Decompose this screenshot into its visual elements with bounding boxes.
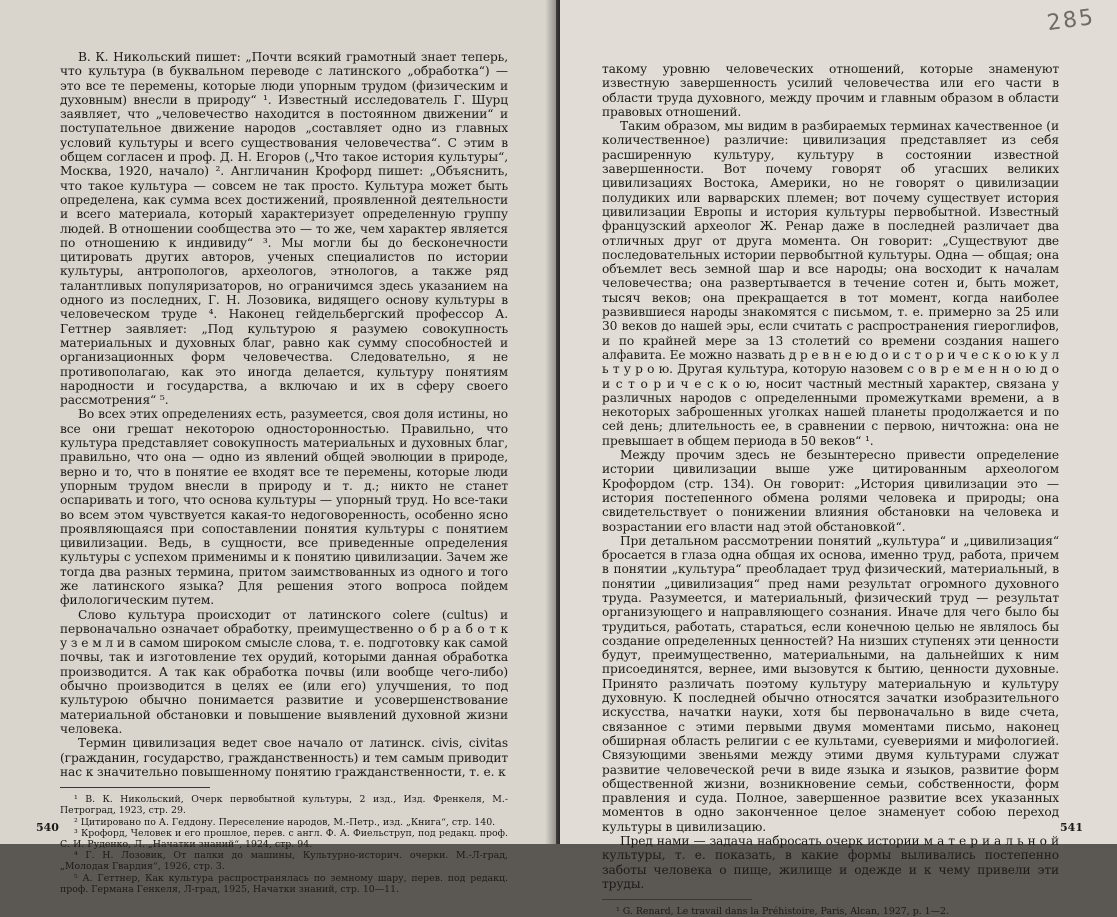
paragraph: Термин цивилизация ведет свое начало от латинск. civis, civitas (гражданин, государство, гражданственность) и тем самым приводит нас к значительно повышенному понятию гражданственности, т. е. к [60, 736, 508, 779]
paragraph: В. К. Никольский пишет: „Почти всякий грамотный знает теперь, что культура (в буквальном переводе с латинского „обработка“) — это все те перемены, которые люди упорным трудом (физическим и духовным) внесли в природу“ ¹. Известный исследователь Г. Шурц заявляет, что „человечество находится в постоянном движении“ и поступательное движение народов „составляет одно из главных условий культуры и всего существования человечества“. С этим в общем согласен и проф. Д. Н. Егоров („Что такое история культуры“, Москва, 1920, начало) ². Англичанин Крофорд пишет: „Объяснить, что такое культура — совсем не так просто. Культура может быть определена, как сумма всех достижений, проявленной деятельности и всего материала, который характеризует определенную группу людей. В отношении сообщества это — то же, чем характер является по отношению к индивиду“ ³. Мы могли бы до бесконечности цитировать других авторов, ученых специалистов по истории культуры, антропологов, археологов, этнологов, а также ряд талантливых популяризаторов, но ограничимся здесь указанием на одного из последних, Г. Н. Лозовика, видящего основу культуры в человеческом труде ⁴. Наконец гейдельбергский профессор А. Геттнер заявляет: „Под культурою я разумею совокупность материальных и духовных благ, равно как сумму способностей и организационных форм человечества. Следовательно, я не противополагаю, как это иногда делается, культуру понятиям народности и государства, а включаю и их в сферу своего рассмотрения“ ⁵. [60, 50, 508, 408]
left-footnotes [60, 794, 508, 895]
footnote: ³ Крофорд, Человек и его прошлое, перев. с англ. Ф. А. Фиельструп, под редакц. проф. С. И. Руденко, Л. „Начатки знаний“, 1924, стр. 94. [60, 827, 508, 850]
footnote: ¹ В. К. Никольский, Очерк первобытной культуры, 2 изд., Изд. Френкеля, М.-Петроград, 1923, стр. 29. [60, 794, 508, 817]
left-page [0, 0, 556, 895]
paragraph: Слово культура происходит от латинского colere (cultus) и первоначально означает обработку, преимущественно о б р а б о т к у з е м л и в самом широком смысле слова, т. е. подготовку как самой почвы, так и изготовление тех орудий, которыми данная обработка производится. А так как обработка почвы (или вообще чего-либо) обычно производится в целях ее (или его) улучшения, то под культурою обычно понимается развитие и усовершенствование материальной обстановки и повышение выявлений духовной жизни человека. [60, 607, 508, 736]
paragraph: Во всех этих определениях есть, разумеется, своя доля истины, но все они грешат некоторою односторонностью. Правильно, что культура представляет совокупность материальных и духовных благ, правильно, что она — одно из явлений общей эволюции в природе, верно и то, что в понятие ее входят все те перемены, которые люди упорным трудом внесли в природу и т. д.; никто не станет оспаривать и того, что основа культуры — упорный труд. Но все-таки во всем этом чувствуется какая-то недоговоренность, особенно ясно проявляющаяся при сопоставлении понятия культуры с понятием цивилизации. Ведь, в сущности, все приведенные определения культуры с успехом применимы и к понятию цивилизации. Зачем же тогда два разных термина, притом заимствованных из одного и того же латинского языка? Для решения этого вопроса пойдем филологическим путем. [60, 407, 508, 608]
left-page-body [60, 50, 508, 779]
footnote-rule [60, 787, 210, 788]
paragraph: Таким образом, мы видим в разбираемых терминах качественное (и количественное) различие: цивилизация представляет из себя расширенную культуру, культуру в состоянии известной завершенности. Вот почему говорят об угасших великих цивилизациях Востока, Америки, но не говорят о цивилизации полудиких или варварских племен; вот почему существует история цивилизации Европы и история культуры первобытной. Известный французский археолог Ж. Ренар даже в последней различает два отличных друг от друга момента. Он говорит: „Существуют две последовательных истории первобытной культуры. Одна — общая; она объемлет весь земной шар и все народы; она восходит к началам человечества; она развертывается в течение сотен и, быть может, тысяч веков; она прекращается в тот момент, когда наиболее развившиеся народы знакомятся с письмом, т. е. примерно за 25 или 30 веков до нашей эры, если считать с распространения гиероглифов, и по крайней мере за 13 столетий со времени создания нашего алфавита. Ее можно назвать д р е в н е ю д о и с т о р и ч е с к о ю к у л ь т у р о ю. Другая культура, которую назовем с о в р е м е н н о ю д о и с т о р и ч е с к о ю, носит частный местный характер, связана у различных народов с определенными промежутками времени, а в некоторых заброшенных уголках нашей планеты продолжается и по сей день; длительность ее, в сравнении с первою, ничтожна: она не превышает в общем периода в 50 веков“ ¹. [602, 119, 1059, 448]
paragraph: Между прочим здесь не безынтересно привести определение истории цивилизации выше уже цитированным археологом Крофордом (стр. 134). Он говорит: „История цивилизации это — история постепенного обмена ролями человека и природы; она свидетельствует о понижении влияния обстановки на человека и возрастании его власти над этой обстановкой“. [602, 448, 1059, 534]
footnote: ⁴ Г. Н. Лозовик, От палки до машины, Культурно-историч. очерки. М.-Л-град, „Молодая Гвардия“, 1926, стр. 3. [60, 850, 508, 873]
footnote: ¹ G. Renard, Le travail dans la Préhistoire, Paris, Alcan, 1927, p. 1—2. [616, 906, 949, 917]
paragraph: При детальном рассмотрении понятий „культура“ и „цивилизация“ бросается в глаза одна общая их основа, именно труд, работа, причем в понятии „культура“ преобладает труд физический, материальный, в понятии „цивилизация“ пред нами результат огромного духовного труда. Разумеется, и материальный, физический труд — результат организующего и направляющего сознания. Иначе для чего было бы трудиться, работать, стараться, если конечною целью не являлось бы создание определенных ценностей? На низших ступенях эти ценности будут, преимущественно, материальными, на дальнейших к ним присоединятся, вернее, ими вызовутся к бытию, ценности духовные. Принято различать поэтому культуру материальную и культуру духовную. К последней обычно относятся зачатки изобразительного искусства, начатки науки, хотя бы первоначально в виде счета, связанное с этими первыми двумя моментами письмо, наконец обширная область религии с ее культами, суевериями и мифологией. Связующими звеньями между этими двумя культурами служат развитие человеческой речи в виде языка и языков, развитие форм общественной жизни, возникновение семьи, собственности, форм правления и суда. Полное, завершенное развитие всех указанных моментов в одно законченное целое знаменует собою переход культуры в цивилизацию. [602, 533, 1059, 834]
handwritten-page-mark: 285 [1045, 4, 1097, 37]
right-page [560, 0, 1117, 917]
right-footnotes [602, 906, 1059, 917]
page-number: 541 [1060, 821, 1083, 834]
paragraph: такому уровню человеческих отношений, которые знаменуют известную завершенность усилий человечества или его части в области труда духовного, между прочим и главным образом в области правовых отношений. [602, 62, 1059, 119]
footnote: ² Цитировано по А. Геддону. Переселение народов, М.-Петр., изд. „Книга“, стр. 140. [74, 816, 496, 828]
page-number: 540 [36, 821, 59, 834]
right-page-body [602, 62, 1059, 891]
footnote-rule [602, 899, 752, 900]
footnote: ⁵ А. Геттнер, Как культура распространялась по земному шару, перев. под редакц. проф. Германа Генкеля, Л-град, 1925, Начатки знаний, стр. 10—11. [60, 872, 508, 895]
paragraph: Пред нами — задача набросать очерк истории м а т е р и а л ь н о й культуры, т. е. показать, в какие формы выливались постепенно заботы человека о пище, жилище и одежде и к чему привели эти труды. [602, 834, 1059, 891]
